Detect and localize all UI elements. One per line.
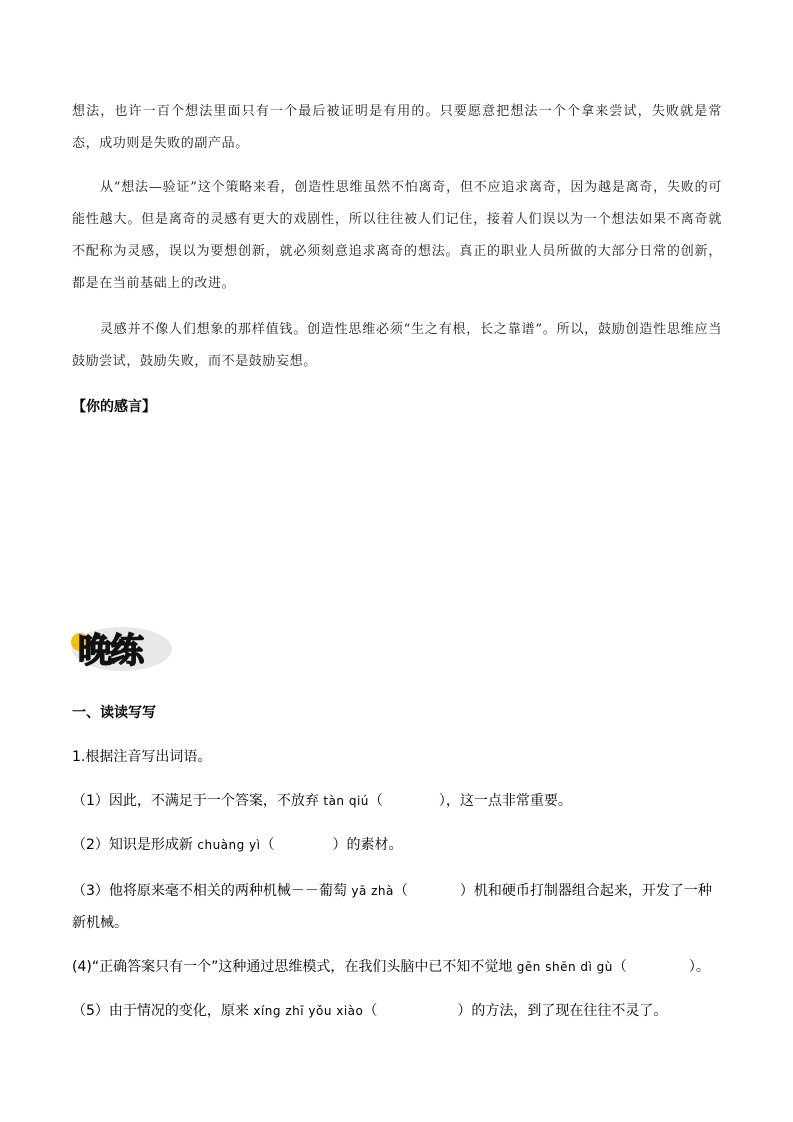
question-2: （2）知识是形成新 chuàng yì（ ）的素材。 (72, 837, 403, 853)
section-heading: 一、读读写写 (72, 705, 156, 721)
paragraph-3: 灵感并不像人们想象的那样值钱。创造性思维必须“生之有根，长之靠谱”。所以，鼓励创造性思维应当鼓励尝试，鼓励失败，而不是鼓励妄想。 (72, 322, 722, 369)
wanlian-logo (70, 622, 174, 674)
pinyin: tàn qiú (323, 794, 369, 808)
pinyin: gēn shēn dì gù (516, 960, 613, 974)
pinyin: xíng zhī yǒu xiào (253, 1004, 364, 1018)
paragraph-1: 想法，也许一百个想法里面只有一个最后被证明是有用的。只要愿意把想法一个个拿来尝试，失败就是常态，成功则是失败的副产品。 (72, 104, 722, 151)
question-5: （5）由于情况的变化，原来 xíng zhī yǒu xiào（ ）的方法，到了现在往往不灵了。 (72, 1003, 668, 1019)
svg-text:晚练: 晚练 (78, 631, 142, 671)
question-3: （3）他将原来毫不相关的两种机械－－葡萄 yā zhà（ ）机和硬币打制器组合起来，开发了一种 (72, 883, 712, 899)
paragraph-2: 从“想法—验证”这个策略来看，创造性思维虽然不怕离奇，但不应追求离奇，因为越是离奇，失败的可能性越大。但是离奇的灵感有更大的戏剧性，所以往往被人们记住，接着人们误以为一个想法如果不离奇就不配称为灵感，误以为要想创新，就必须刻意追求离奇的想法。真正的职业人员所做的大部分日常的创新，都是在当前基础上的改进。 (72, 180, 722, 291)
pinyin: yā zhà (351, 884, 394, 898)
question-intro: 1.根据注音写出词语。 (72, 749, 212, 765)
question-3-continued: 新机械。 (72, 915, 128, 931)
question-4: (4)“正确答案只有一个”这种通过思维模式，在我们头脑中已不知不觉地 gēn shēn dì gù（ ）。 (72, 959, 710, 975)
pinyin: chuàng yì (197, 838, 261, 852)
feeling-heading: 【你的感言】 (72, 399, 156, 415)
question-1: （1）因此，不满足于一个答案，不放弃 tàn qiú（ ），这一点非常重要。 (72, 793, 572, 809)
